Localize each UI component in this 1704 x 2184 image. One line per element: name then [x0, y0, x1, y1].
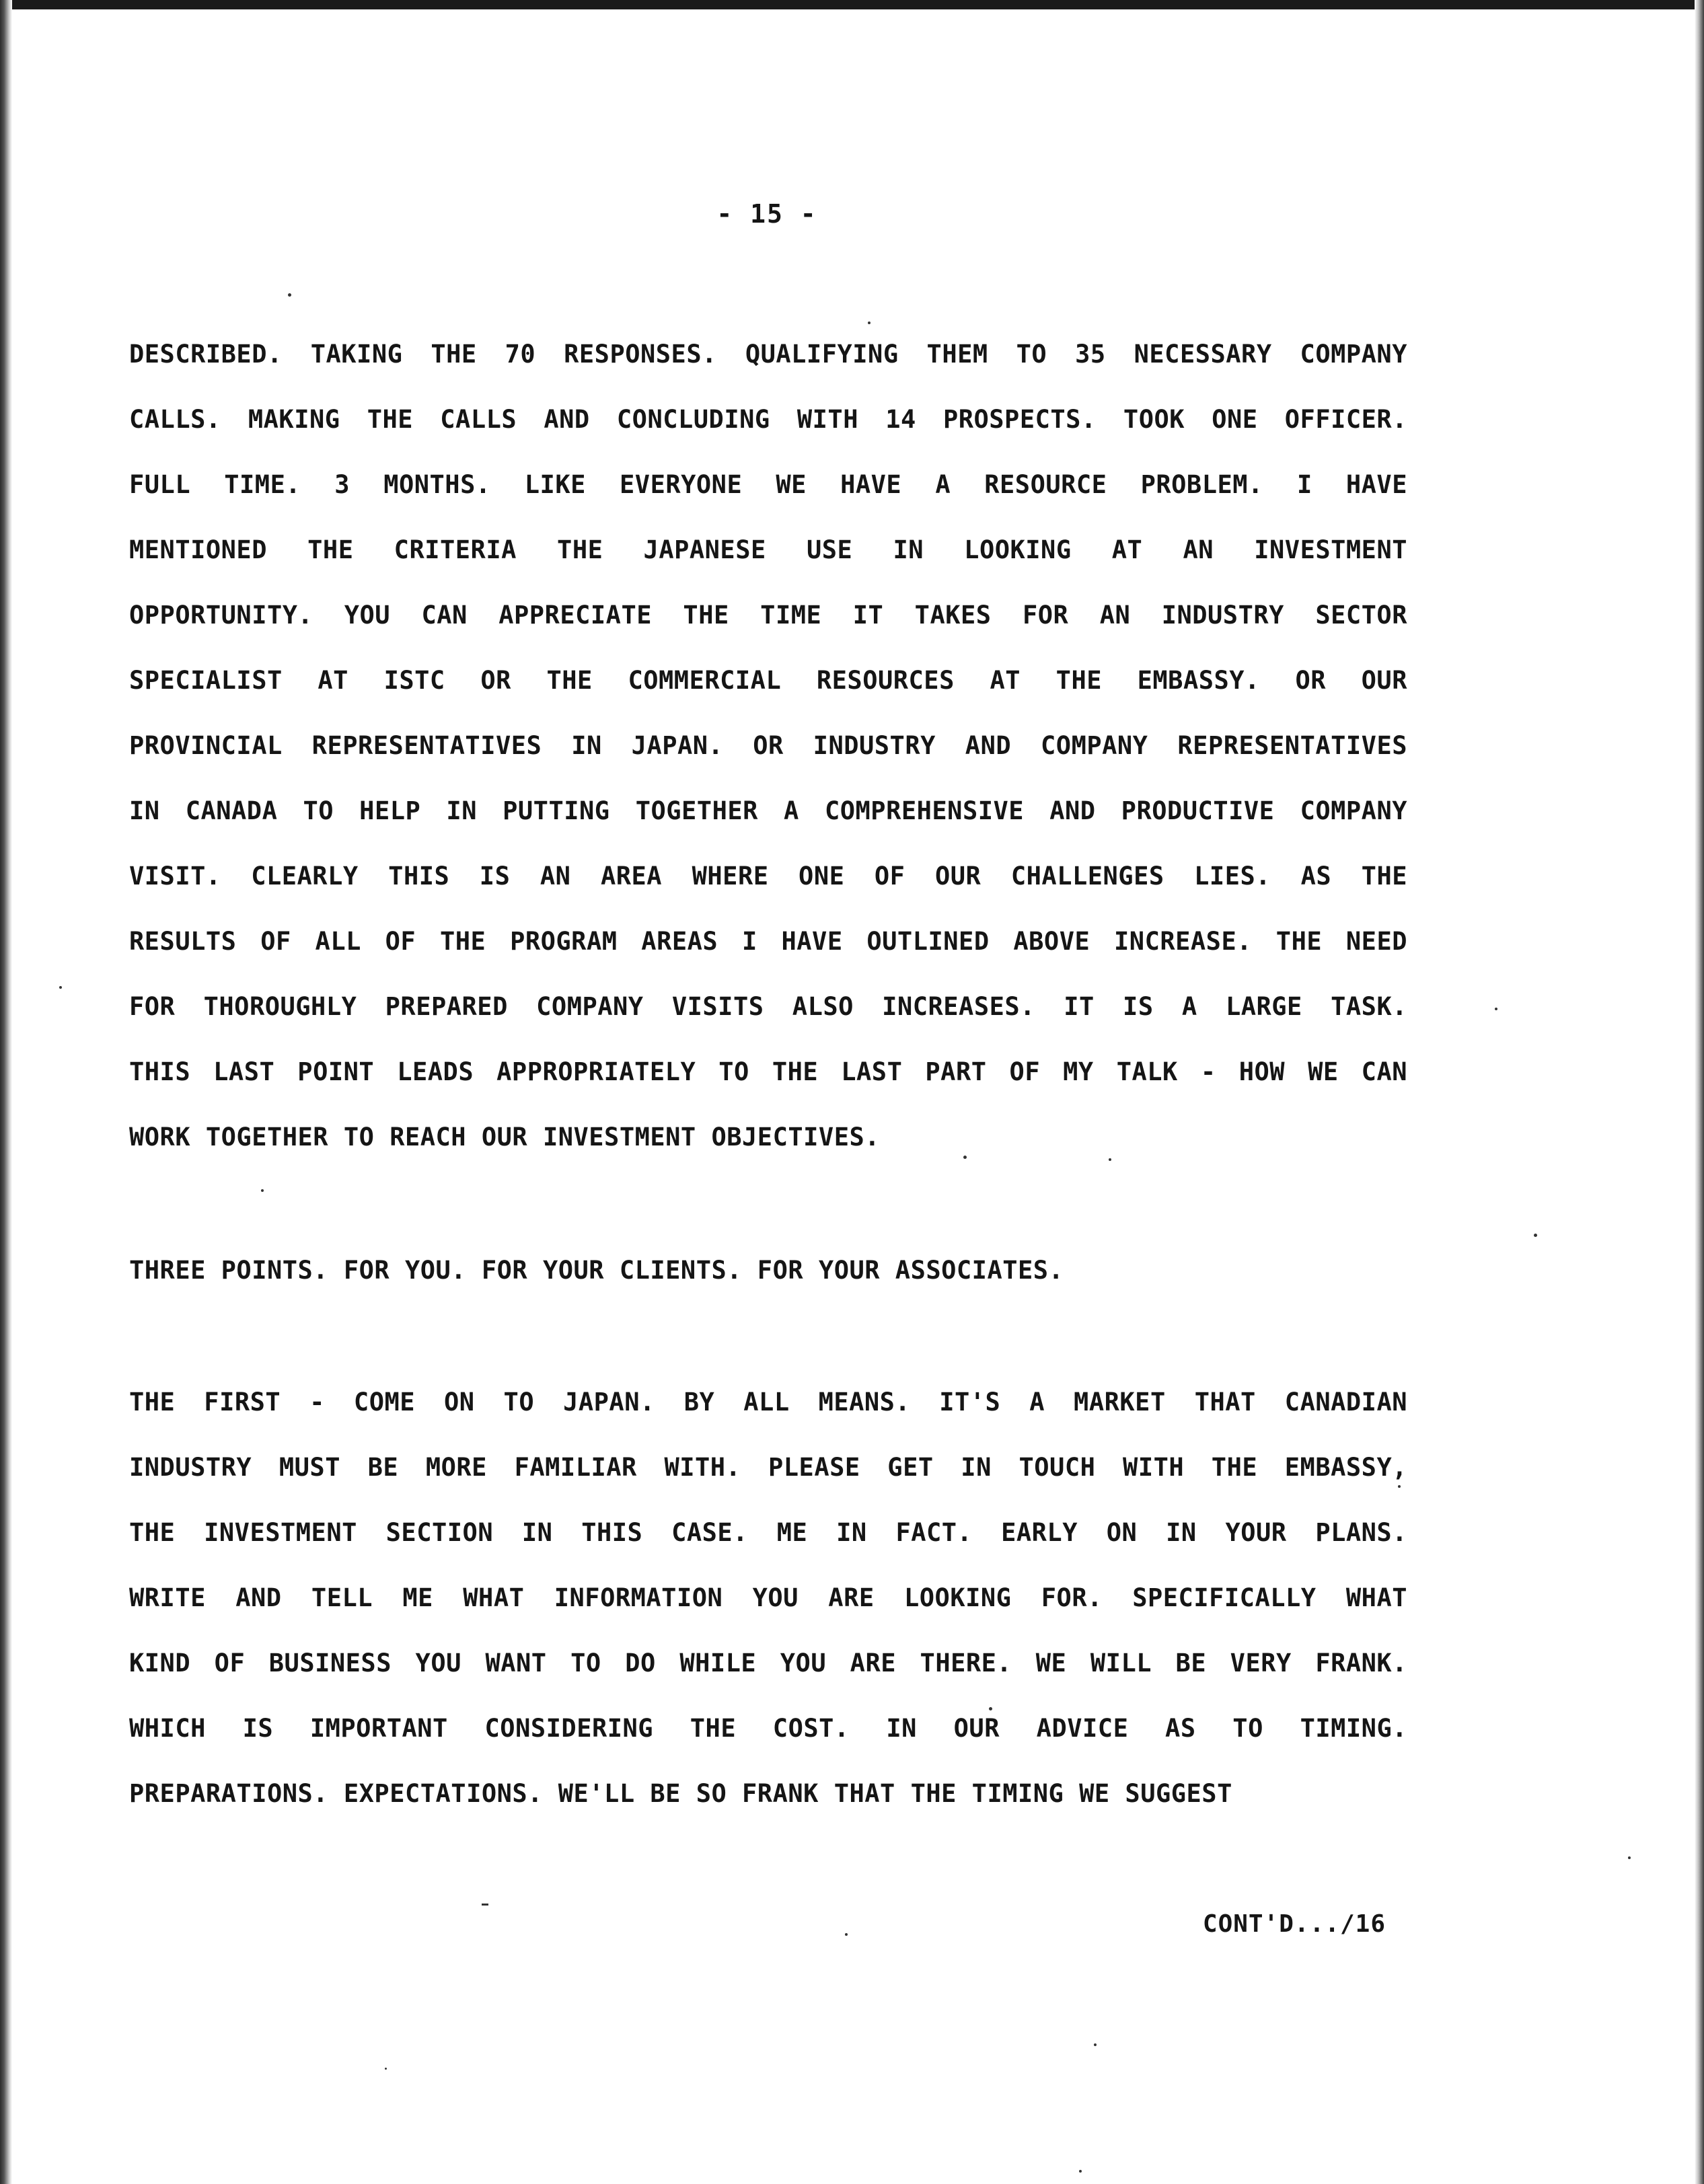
scan-speck	[288, 293, 291, 297]
text-line: OPPORTUNITY. YOU CAN APPRECIATE THE TIME IT TAKES FOR AN INDUSTRY SECTOR	[129, 601, 1407, 630]
text-line: FULL TIME. 3 MONTHS. LIKE EVERYONE WE HAVE A RESOURCE PROBLEM. I HAVE	[129, 470, 1407, 499]
text-line: THIS LAST POINT LEADS APPROPRIATELY TO THE LAST PART OF MY TALK - HOW WE CAN	[129, 1057, 1407, 1086]
scan-speck	[1628, 1856, 1631, 1859]
scan-speck	[1495, 1008, 1497, 1010]
text-line: MENTIONED THE CRITERIA THE JAPANESE USE IN LOOKING AT AN INVESTMENT	[129, 535, 1407, 564]
scan-speck	[1534, 1234, 1537, 1237]
text-line: WRITE AND TELL ME WHAT INFORMATION YOU ARE LOOKING FOR. SPECIFICALLY WHAT	[129, 1583, 1407, 1612]
scan-speck	[963, 1156, 967, 1159]
text-line: WORK TOGETHER TO REACH OUR INVESTMENT OBJECTIVES.	[129, 1123, 881, 1152]
text-line: THE INVESTMENT SECTION IN THIS CASE. ME IN FACT. EARLY ON IN YOUR PLANS.	[129, 1518, 1407, 1547]
body-paragraph-1	[129, 322, 1407, 1170]
text-line: INDUSTRY MUST BE MORE FAMILIAR WITH. PLEASE GET IN TOUCH WITH THE EMBASSY,	[129, 1453, 1407, 1482]
text-line: THREE POINTS. FOR YOU. FOR YOUR CLIENTS. FOR YOUR ASSOCIATES.	[129, 1256, 1064, 1285]
scan-speck	[1398, 1485, 1401, 1488]
text-line: FOR THOROUGHLY PREPARED COMPANY VISITS ALSO INCREASES. IT IS A LARGE TASK.	[129, 992, 1407, 1021]
scan-speck	[868, 322, 870, 324]
text-line: CALLS. MAKING THE CALLS AND CONCLUDING WITH 14 PROSPECTS. TOOK ONE OFFICER.	[129, 405, 1407, 434]
text-line: RESULTS OF ALL OF THE PROGRAM AREAS I HAVE OUTLINED ABOVE INCREASE. THE NEED	[129, 927, 1407, 956]
scan-speck	[845, 1933, 848, 1936]
page-number: - 15 -	[716, 199, 817, 229]
text-line: WHICH IS IMPORTANT CONSIDERING THE COST. IN OUR ADVICE AS TO TIMING.	[129, 1714, 1407, 1743]
scan-border-top	[0, 0, 1704, 9]
scan-border-left	[0, 0, 12, 2184]
scan-speck	[1109, 1158, 1111, 1161]
scan-speck	[482, 1904, 488, 1906]
text-line: SPECIALIST AT ISTC OR THE COMMERCIAL RESOURCES AT THE EMBASSY. OR OUR	[129, 666, 1407, 695]
text-line: PROVINCIAL REPRESENTATIVES IN JAPAN. OR INDUSTRY AND COMPANY REPRESENTATIVES	[129, 731, 1407, 760]
text-line: KIND OF BUSINESS YOU WANT TO DO WHILE YOU ARE THERE. WE WILL BE VERY FRANK.	[129, 1649, 1407, 1678]
body-paragraph-2	[129, 1238, 1407, 1303]
text-line: THE FIRST - COME ON TO JAPAN. BY ALL MEANS. IT'S A MARKET THAT CANADIAN	[129, 1388, 1407, 1417]
scan-speck	[1079, 2170, 1082, 2173]
text-line: DESCRIBED. TAKING THE 70 RESPONSES. QUALIFYING THEM TO 35 NECESSARY COMPANY	[129, 340, 1407, 369]
continued-footer: CONT'D.../16	[1202, 1910, 1386, 1938]
text-line: PREPARATIONS. EXPECTATIONS. WE'LL BE SO FRANK THAT THE TIMING WE SUGGEST	[129, 1779, 1232, 1808]
scan-speck	[385, 2068, 387, 2070]
scan-speck	[59, 986, 62, 989]
body-paragraph-3	[129, 1369, 1407, 1826]
scan-speck	[1094, 2043, 1097, 2046]
text-line: IN CANADA TO HELP IN PUTTING TOGETHER A COMPREHENSIVE AND PRODUCTIVE COMPANY	[129, 796, 1407, 825]
text-line: VISIT. CLEARLY THIS IS AN AREA WHERE ONE OF OUR CHALLENGES LIES. AS THE	[129, 862, 1407, 891]
scan-speck	[261, 1189, 264, 1192]
scan-border-right	[1695, 0, 1704, 2184]
scan-speck	[989, 1707, 992, 1710]
